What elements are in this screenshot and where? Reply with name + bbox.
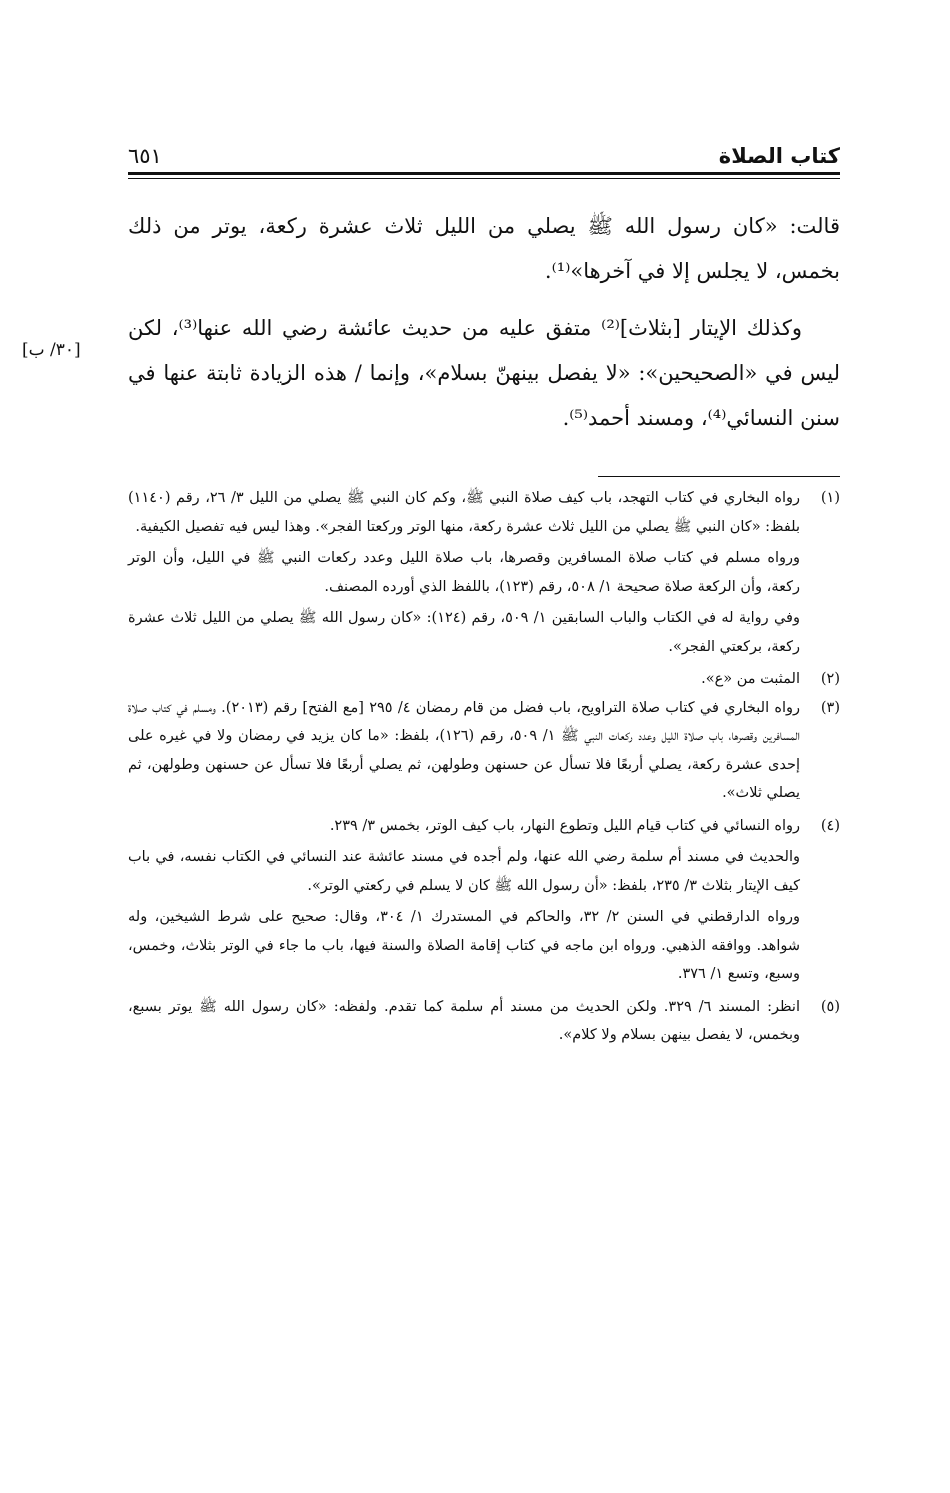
header-rule-thin	[128, 178, 840, 179]
footnote-body	[128, 993, 800, 1050]
footnote-1	[128, 484, 840, 661]
footnote-body	[128, 484, 800, 661]
footnote-number: (٢)	[820, 671, 840, 687]
footnote-separator	[598, 476, 840, 477]
footnote-number: (١)	[820, 490, 840, 506]
footnote-paragraph: ورواه الدارقطني في السنن ٢/ ٣٢، والحاكم في المستدرك ١/ ٣٠٤، وقال: صحيح على شرط الشيخين، وله شواهد. ووافقه الذهبي. ورواه ابن ماجه في كتاب إقامة الصلاة والسنة فيها، باب ما جاء في الوتر بثلاث، وخمس، وسبع، وتسع ١/ ٣٧٦.	[128, 909, 800, 982]
footnote-3	[128, 694, 840, 808]
footnote-number: (٥)	[820, 998, 840, 1015]
main-text	[128, 204, 840, 441]
footnote-2	[128, 665, 840, 694]
footnote-body	[128, 665, 800, 694]
running-header	[128, 138, 840, 168]
main-paragraph-1: قالت: «كان رسول الله ﷺ يصلي من الليل ثلاث عشرة ركعة، يوتر من ذلك بخمس، لا يجلس إلا في آخرها»⁽¹⁾.	[128, 214, 840, 283]
main-paragraph-2: وكذلك الإيتار [بثلاث]⁽²⁾ متفق عليه من حديث عائشة رضي الله عنها⁽³⁾، لكن ليس في «الصحيحين»: «لا يفصل بينهنّ بسلام»، وإنما / هذه الزيادة ثابتة عنها في سنن النسائي⁽⁴⁾، ومسند أحمد⁽⁵⁾.	[128, 316, 841, 430]
footnote-4	[128, 812, 840, 989]
footnote-number: (٤)	[820, 817, 840, 834]
footnote-5	[128, 993, 840, 1050]
footnotes	[128, 484, 840, 1054]
footnote-paragraph: رواه البخاري في كتاب التهجد، باب كيف صلاة النبي ﷺ، وكم كان النبي ﷺ يصلي من الليل ٣/ ٢٦، رقم (١١٤٠) بلفظ: «كان النبي ﷺ يصلي من الليل ثلاث عشرة ركعة، منها الوتر وركعتا الفجر». وهذا ليس فيه تفصيل الكيفية.	[128, 490, 800, 535]
footnote-paragraph: ورواه مسلم في كتاب صلاة المسافرين وقصرها، باب صلاة الليل وعدد ركعات النبي ﷺ في الليل، وأن الوتر ركعة، وأن الركعة صلاة صحيحة ١/ ٥٠٨، رقم (١٢٣)، باللفظ الذي أورده المصنف.	[128, 550, 800, 595]
footnote-body	[128, 812, 800, 989]
header-rule-thick	[128, 172, 840, 175]
footnote-paragraph: وفي رواية له في الكتاب والباب السابقين ١/ ٥٠٩، رقم (١٢٤): «كان رسول الله ﷺ يصلي من الليل ثلاث عشرة ركعة، بركعتي الفجر».	[128, 610, 800, 655]
footnote-paragraph: رواه البخاري في كتاب صلاة التراويح، باب فضل من قام رمضان ٤/ ٢٩٥ [مع الفتح] رقم (٢٠١٣). ومسلم في كتاب صلاة المسافرين وقصرها، باب صلاة الليل وعدد ركعات النبي ﷺ ١/ ٥٠٩، رقم (١٢٦)، بلفظ: «ما كان يزيد في رمضان ولا في غيره على إحدى عشرة ركعة، يصلي أربعًا فلا تسأل عن حسنهن وطولهن، ثم يصلي أربعًا فلا تسأل عن حسنهن وطولهن، ثم يصلي ثلاث».	[128, 699, 801, 801]
page-number: ٦٥١	[128, 144, 162, 168]
footnote-number: (٣)	[820, 699, 840, 716]
footnote-paragraph: المثبت من «ع».	[701, 671, 800, 687]
chapter-title: كتاب الصلاة	[718, 144, 840, 168]
footnote-paragraph: رواه النسائي في كتاب قيام الليل وتطوع النهار، باب كيف الوتر، بخمس ٣/ ٢٣٩.	[329, 817, 800, 834]
footnote-paragraph: والحديث في مسند أم سلمة رضي الله عنها، ولم أجده في مسند عائشة عند النسائي في الكتاب نفسه، في باب كيف الإيتار بثلاث ٣/ ٢٣٥، بلفظ: «أن رسول الله ﷺ كان لا يسلم في ركعتي الوتر».	[128, 849, 800, 894]
footnote-body	[128, 694, 800, 808]
manuscript-folio-marker: [٣٠/ ب]	[22, 340, 81, 360]
footnote-paragraph: انظر: المسند ٦/ ٣٢٩. ولكن الحديث من مسند أم سلمة كما تقدم. ولفظه: «كان رسول الله ﷺ يوتر بسبع، وبخمس، لا يفصل بينهن بسلام ولا كلام».	[128, 998, 800, 1043]
